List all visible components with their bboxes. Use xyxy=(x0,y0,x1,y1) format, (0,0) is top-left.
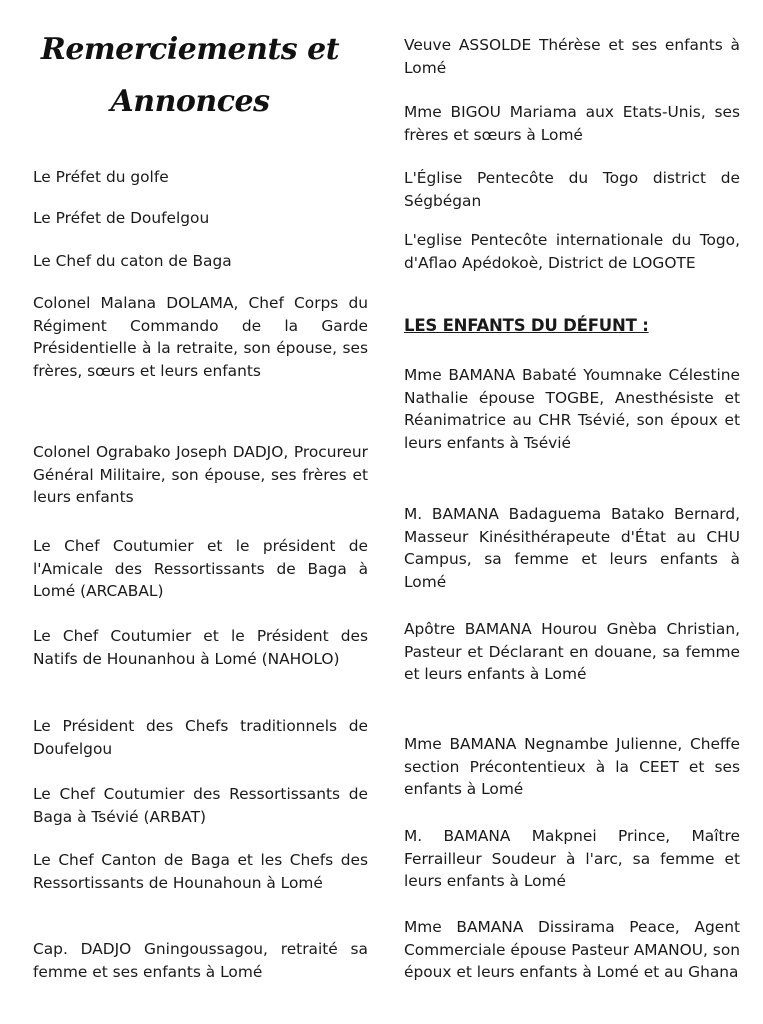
acknowledgement-entry: Le Préfet de Doufelgou xyxy=(33,209,210,227)
acknowledgement-entry: Le Président des Chefs traditionnels de Doufelgou xyxy=(33,717,368,758)
section-heading-children: LES ENFANTS DU DÉFUNT : xyxy=(404,316,649,335)
acknowledgement-entry: L'Église Pentecôte du Togo district de Ségbégan xyxy=(404,169,740,210)
child-entry: Mme BAMANA Negnambe Julienne, Cheffe section Précontentieux à la CEET et ses enfants à Lomé xyxy=(404,735,740,798)
acknowledgement-entry: Le Préfet du golfe xyxy=(33,168,169,186)
child-entry: Mme BAMANA Babaté Youmnake Célestine Nathalie épouse TOGBE, Anesthésiste et Réanimatrice au CHR Tsévié, son époux et leurs enfants à Tsévié xyxy=(404,366,740,452)
acknowledgement-entry: L'eglise Pentecôte internationale du Togo, d'Aflao Apédokoè, District de LOGOTE xyxy=(404,231,740,272)
child-entry: M. BAMANA Makpnei Prince, Maître Ferrailleur Soudeur à l'arc, sa femme et leurs enfants à Lomé xyxy=(404,827,740,890)
title-line-2: Annonces xyxy=(110,84,270,119)
acknowledgement-entry: Veuve ASSOLDE Thérèse et ses enfants à Lomé xyxy=(404,36,740,77)
title-line-1: Remerciements et xyxy=(40,32,340,67)
acknowledgement-entry: Le Chef Coutumier et le président de l'Amicale des Ressortissants de Baga à Lomé (ARCABAL) xyxy=(33,537,368,600)
acknowledgement-entry: Le Chef Canton de Baga et les Chefs des Ressortissants de Hounahoun à Lomé xyxy=(33,851,368,892)
child-entry: Apôtre BAMANA Hourou Gnèba Christian, Pasteur et Déclarant en douane, sa femme et leurs enfants à Lomé xyxy=(404,620,740,683)
acknowledgement-entry: Cap. DADJO Gningoussagou, retraité sa femme et ses enfants à Lomé xyxy=(33,940,368,981)
acknowledgement-entry: Le Chef du caton de Baga xyxy=(33,252,232,270)
acknowledgement-entry: Le Chef Coutumier et le Président des Natifs de Hounanhou à Lomé (NAHOLO) xyxy=(33,627,368,668)
child-entry: Mme BAMANA Dissirama Peace, Agent Commerciale épouse Pasteur AMANOU, son époux et leurs enfants à Lomé et au Ghana xyxy=(404,918,740,981)
acknowledgement-entry: Colonel Malana DOLAMA, Chef Corps du Régiment Commando de la Garde Présidentielle à la retraite, son épouse, ses frères, sœurs et leurs enfants xyxy=(33,294,368,380)
child-entry: M. BAMANA Badaguema Batako Bernard, Masseur Kinésithérapeute d'État au CHU Campus, sa femme et leurs enfants à Lomé xyxy=(404,505,740,591)
acknowledgement-entry: Mme BIGOU Mariama aux Etats-Unis, ses frères et sœurs à Lomé xyxy=(404,103,740,144)
acknowledgement-entry: Colonel Ograbako Joseph DADJO, Procureur Général Militaire, son épouse, ses frères et leurs enfants xyxy=(33,443,368,506)
acknowledgement-entry: Le Chef Coutumier des Ressortissants de Baga à Tsévié (ARBAT) xyxy=(33,785,368,826)
page-title xyxy=(0,24,380,128)
